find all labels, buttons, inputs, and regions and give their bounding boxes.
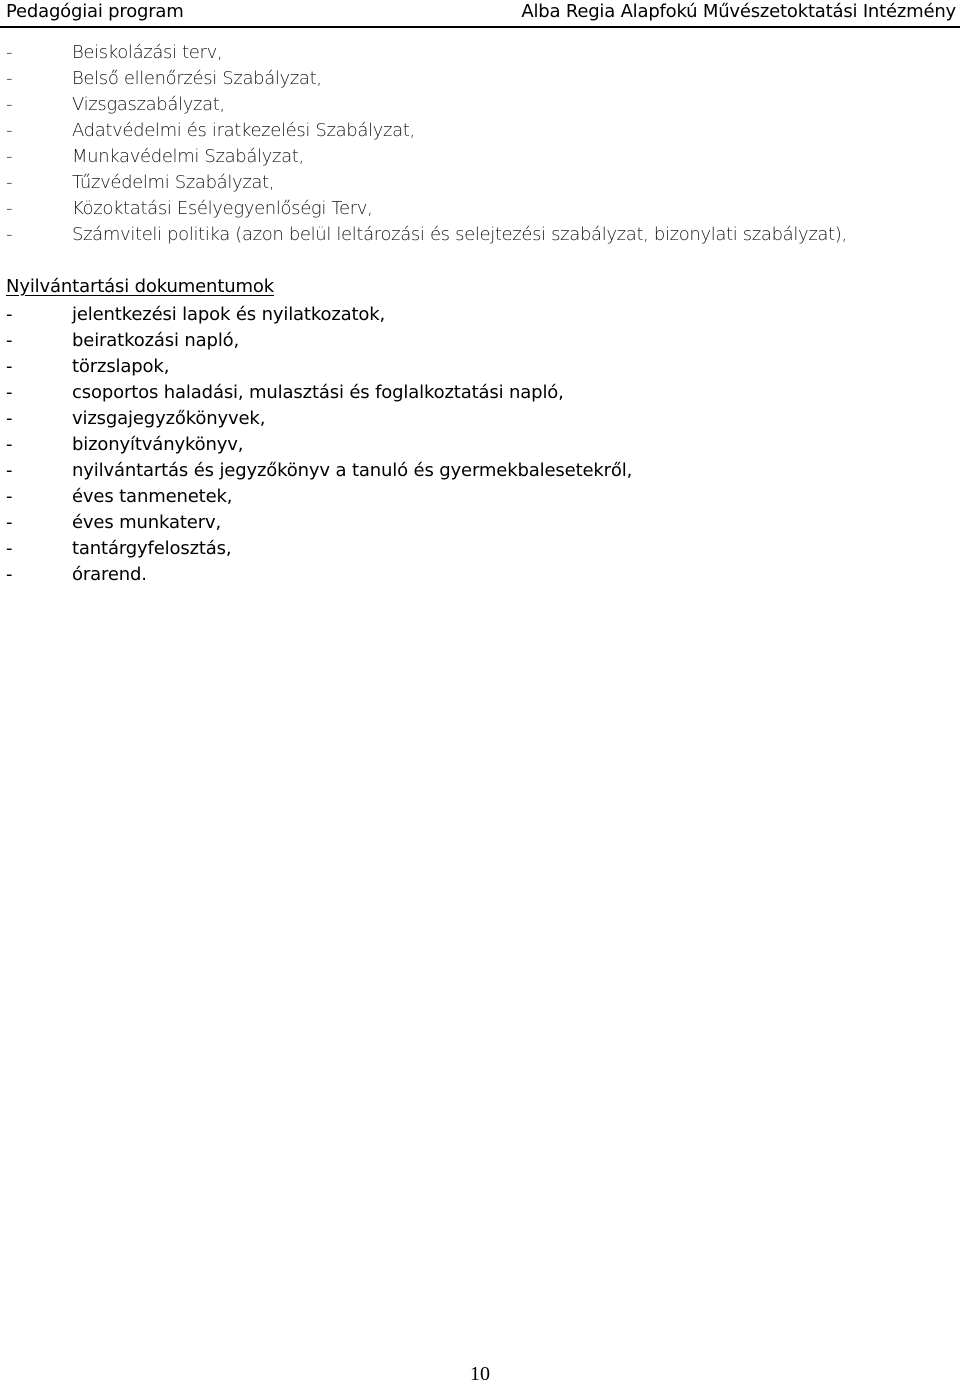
list-item [0,432,960,458]
list-item-text: Belső ellenőrzési Szabályzat, [72,68,322,89]
list-item-text: bizonyítványkönyv, [72,434,244,455]
records-section-heading: Nyilvántartási dokumentumok [6,276,275,297]
list-item [0,302,960,328]
page-number: 10 [470,1363,490,1385]
list-item-text: törzslapok, [72,356,170,377]
list-item [0,66,960,92]
list-item-text: éves tanmenetek, [72,486,233,507]
list-dash: - [6,434,13,455]
list-item [0,92,960,118]
list-item [0,328,960,354]
list-item-text: Beiskolázási terv, [72,42,223,63]
list-item [0,118,960,144]
list-item [0,170,960,196]
list-item-text: órarend. [72,564,147,585]
list-dash: - [6,146,13,167]
list-item [0,510,960,536]
list-item [0,196,960,222]
list-item-text: Számviteli politika (azon belül leltározási és selejtezési szabályzat, bizonylati szabályzat), [72,224,847,245]
list-item [0,380,960,406]
records-list [0,302,960,588]
documents-list [0,40,960,248]
list-dash: - [6,68,13,89]
list-item [0,484,960,510]
list-item-text: vizsgajegyzőkönyvek, [72,408,266,429]
list-dash: - [6,486,13,507]
list-item-text: éves munkaterv, [72,512,222,533]
list-dash: - [6,564,13,585]
list-dash: - [6,304,13,325]
list-dash: - [6,198,13,219]
list-item [0,222,960,248]
list-item-text: Adatvédelmi és iratkezelési Szabályzat, [72,120,415,141]
list-item [0,458,960,484]
list-item [0,406,960,432]
list-item-text: Közoktatási Esélyegyenlőségi Terv, [72,198,373,219]
list-item-text: Tűzvédelmi Szabályzat, [72,172,275,193]
list-item-text: Munkavédelmi Szabályzat, [72,146,304,167]
list-dash: - [6,120,13,141]
list-dash: - [6,538,13,559]
list-item-text: jelentkezési lapok és nyilatkozatok, [72,304,386,325]
list-dash: - [6,330,13,351]
header-divider [0,26,960,28]
list-item-text: tantárgyfelosztás, [72,538,232,559]
list-item [0,40,960,66]
list-dash: - [6,356,13,377]
header-document-title: Pedagógiai program [6,1,184,22]
list-dash: - [6,172,13,193]
list-dash: - [6,42,13,63]
list-item [0,562,960,588]
list-dash: - [6,408,13,429]
header-institution-name: Alba Regia Alapfokú Művészetoktatási Intézmény [521,1,956,22]
list-item-text: csoportos haladási, mulasztási és foglalkoztatási napló, [72,382,564,403]
list-item-text: nyilvántartás és jegyzőkönyv a tanuló és gyermekbalesetekről, [72,460,633,481]
list-item [0,144,960,170]
list-dash: - [6,382,13,403]
list-dash: - [6,512,13,533]
list-dash: - [6,224,13,245]
list-item-text: Vizsgaszabályzat, [72,94,225,115]
list-item-text: beiratkozási napló, [72,330,240,351]
list-dash: - [6,460,13,481]
list-dash: - [6,94,13,115]
list-item [0,536,960,562]
page-header [0,0,960,26]
list-item [0,354,960,380]
